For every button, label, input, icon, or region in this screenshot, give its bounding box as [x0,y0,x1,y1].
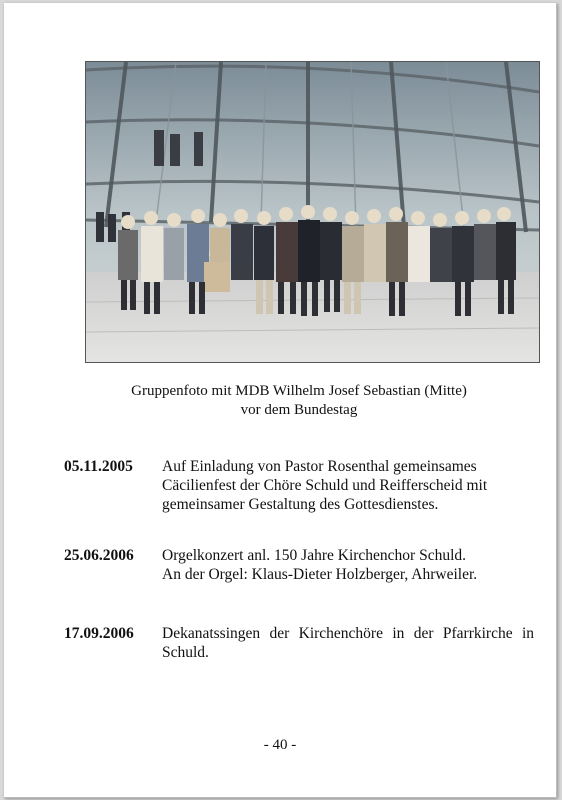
caption-line: Gruppenfoto mit MDB Wilhelm Josef Sebastian (Mitte) [131,383,467,399]
entry-date: 17.09.2006 [64,625,134,642]
entry-text [162,624,534,662]
entry-text-line: An der Orgel: Klaus-Dieter Holzberger, Ahrweiler. [162,566,478,583]
entry-text-line: Dekanatssingen der Kirchenchöre in der Pfarrkirche in [162,625,534,642]
photo-caption [44,382,554,420]
entry-text-line: Cäcilienfest der Chöre Schuld und Reifferscheid mit [162,477,488,494]
entry-text-line: Schuld. [162,644,209,661]
entry-text-line: gemeinsamer Gestaltung des Gottesdienstes. [162,496,439,513]
entry-date: 25.06.2006 [64,547,134,564]
entry-text-line: Auf Einladung von Pastor Rosenthal gemeinsames [162,458,477,475]
entry-text [162,457,534,514]
entry-text [162,546,534,584]
group-photo [85,61,540,363]
entry-date: 05.11.2005 [64,458,133,475]
document-page [4,3,557,798]
page-number: - 40 - [263,737,297,753]
entry-text-line: Orgelkonzert anl. 150 Jahre Kirchenchor Schuld. [162,547,467,564]
caption-line: vor dem Bundestag [240,402,358,418]
